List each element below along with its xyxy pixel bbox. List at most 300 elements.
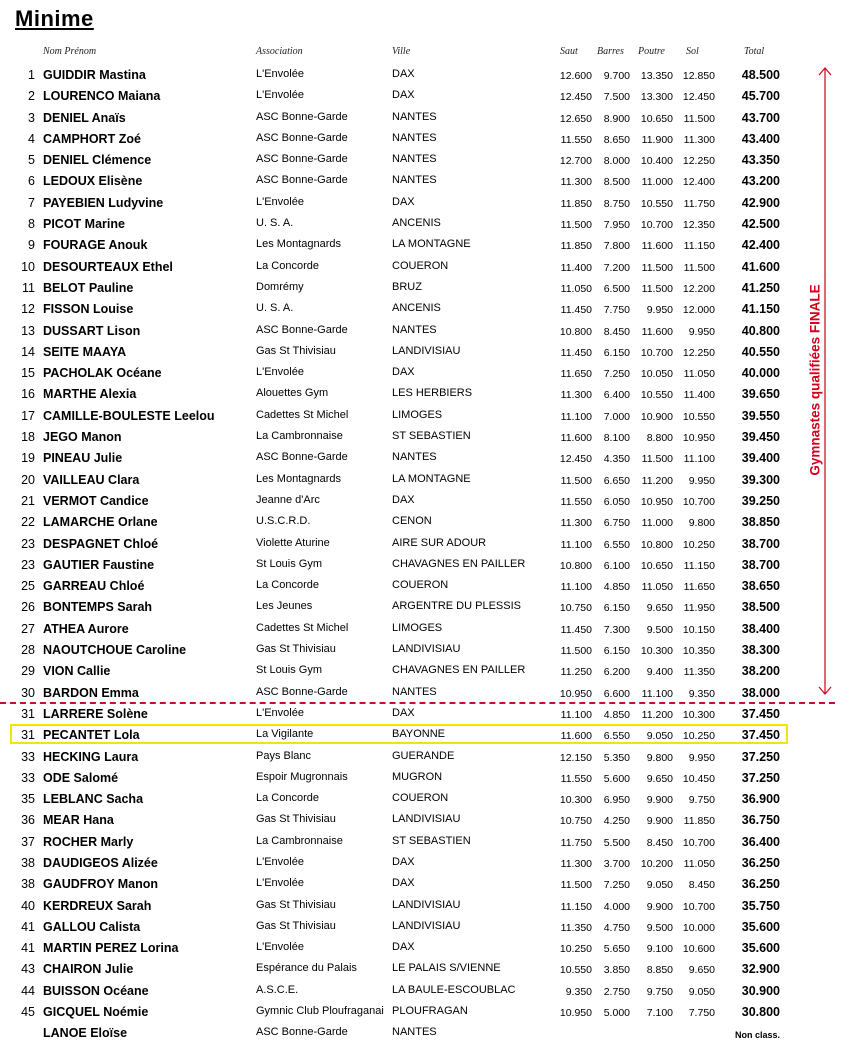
poutre-score: 9.650 [646,772,673,785]
poutre-score: 10.650 [640,559,673,572]
total-score: 38.700 [741,557,780,572]
rank-cell: 38 [21,877,35,892]
barres-score: 4.850 [603,708,630,721]
city-cell: NANTES [392,1026,437,1039]
city-cell: LA MONTAGNE [392,238,471,251]
rank-cell: 40 [21,898,35,913]
name-cell: PAYEBIEN Ludyvine [43,195,164,210]
sol-score: 12.400 [682,176,715,189]
sol-score: 9.750 [688,794,715,807]
club-cell: Gas St Thivisiau [256,898,336,911]
sol-score: 10.150 [682,623,715,636]
city-cell: DAX [392,366,415,379]
total-score: 35.600 [741,919,780,934]
saut-score: 11.050 [560,282,592,295]
sol-score: 9.950 [688,474,715,487]
name-cell: GAUTIER Faustine [43,557,155,572]
total-score: 36.400 [741,834,780,849]
name-cell: LEDOUX Elisène [43,174,143,189]
total-score: 38.400 [741,621,780,636]
total-score: 39.650 [741,387,780,402]
total-score: 37.250 [741,749,780,764]
barres-score: 2.750 [603,985,630,998]
saut-score: 11.600 [560,730,592,743]
total-score: 32.900 [741,962,780,977]
results-table [0,64,800,1044]
club-cell: Les Montagnards [256,472,341,485]
saut-score: 10.800 [559,559,592,572]
rank-cell: 44 [21,983,35,998]
barres-score: 5.600 [603,772,630,785]
sol-score: 10.600 [682,943,715,956]
table-row [0,64,800,85]
city-cell: ST SEBASTIEN [392,834,471,847]
rank-cell: 3 [28,110,35,125]
table-row [0,788,800,809]
qualification-divider [0,702,835,704]
barres-score: 4.250 [603,815,630,828]
city-cell: COUERON [392,579,449,592]
rank-cell: 2 [28,89,35,104]
name-cell: CAMPHORT Zoé [43,131,141,146]
total-score: 36.900 [741,792,780,807]
name-cell: GALLOU Calista [43,919,141,934]
saut-score: 11.300 [560,389,592,402]
club-cell: St Louis Gym [256,557,323,570]
rank-cell: 30 [21,685,35,700]
saut-score: 11.300 [560,176,592,189]
rank-cell: 41 [21,941,35,956]
sol-score: 9.050 [688,985,715,998]
club-cell: Les Montagnards [256,238,341,251]
table-row [0,341,800,362]
name-cell: DENIEL Anaïs [43,110,126,125]
club-cell: La Vigilante [256,728,314,741]
name-cell: BONTEMPS Sarah [43,600,153,615]
name-cell: PINEAU Julie [43,451,123,466]
sol-score: 12.350 [682,219,715,232]
club-cell: ASC Bonne-Garde [256,174,348,187]
club-cell: La Cambronnaise [256,834,343,847]
rank-cell: 14 [21,344,35,359]
club-cell: ASC Bonne-Garde [256,153,348,166]
city-cell: DAX [392,195,415,208]
poutre-score: 11.500 [641,261,673,274]
barres-score: 7.750 [603,304,630,317]
barres-score: 6.150 [603,645,630,658]
rank-cell: 31 [21,728,35,743]
table-row [0,852,800,873]
city-cell: LES HERBIERS [392,387,473,400]
club-cell: U. S. A. [256,217,294,230]
name-cell: MARTHE Alexia [43,387,137,402]
club-cell: La Concorde [256,579,319,592]
sol-score: 10.550 [682,410,715,423]
table-row [0,767,800,788]
name-cell: DENIEL Clémence [43,153,152,168]
poutre-score: 9.500 [646,921,673,934]
sol-score: 12.200 [682,282,715,295]
poutre-score: 10.800 [640,538,673,551]
club-cell: Gas St Thivisiau [256,344,336,357]
barres-score: 6.950 [603,794,630,807]
sol-score: 11.650 [683,581,715,594]
city-cell: LA MONTAGNE [392,472,471,485]
rank-cell: 17 [21,408,35,423]
barres-score: 7.950 [603,219,630,232]
barres-score: 8.500 [603,176,630,189]
table-row [0,234,800,255]
rank-cell: 28 [21,643,35,658]
city-cell: CHAVAGNES EN PAILLER [392,557,526,570]
club-cell: Cadettes St Michel [256,408,349,421]
table-row [0,362,800,383]
rank-cell: 29 [21,664,35,679]
city-cell: DAX [392,68,415,80]
total-score: 38.700 [741,536,780,551]
barres-score: 6.500 [603,282,630,295]
rank-cell: 27 [21,621,35,636]
saut-score: 10.300 [559,794,592,807]
total-score: 37.450 [741,728,780,743]
poutre-score: 9.050 [646,879,673,892]
poutre-score: 7.100 [646,1007,673,1020]
total-score: 39.300 [741,472,780,487]
name-cell: SEITE MAAYA [43,344,127,359]
city-cell: CHAVAGNES EN PAILLER [392,664,526,677]
poutre-score: 9.500 [646,623,673,636]
table-row [0,703,800,724]
name-cell: NAOUTCHOUE Caroline [43,643,187,658]
saut-score: 11.250 [560,666,592,679]
saut-score: 11.850 [560,197,592,210]
rank-cell: 22 [21,515,35,530]
name-cell: LANOE Eloïse [43,1026,128,1041]
total-score: 40.800 [741,323,780,338]
club-cell: ASC Bonne-Garde [256,110,348,123]
saut-score: 11.850 [560,240,592,253]
city-cell: BRUZ [392,280,422,293]
poutre-score: 11.500 [641,453,673,466]
sol-score: 7.750 [688,1007,715,1020]
sol-score: 9.650 [688,964,715,977]
club-cell: ASC Bonne-Garde [256,1026,348,1039]
total-score: 48.500 [741,68,780,82]
barres-score: 4.750 [603,921,630,934]
sol-score: 10.300 [682,708,715,721]
barres-score: 7.300 [603,623,630,636]
sol-score: 10.950 [682,432,715,445]
city-cell: NANTES [392,323,437,336]
sol-score: 12.450 [682,91,715,104]
poutre-score: 9.900 [646,815,673,828]
table-row [0,192,800,213]
poutre-score: 10.900 [640,410,673,423]
name-cell: FISSON Louise [43,302,134,317]
total-score: 37.450 [741,706,780,721]
total-score: 43.700 [741,110,780,125]
rank-cell: 7 [28,195,35,210]
poutre-score: 9.650 [646,602,673,615]
poutre-score: 11.100 [641,687,673,700]
total-score: 43.400 [741,131,780,146]
rank-cell: 26 [21,600,35,615]
total-score: 38.000 [741,685,780,700]
city-cell: LE PALAIS S/VIENNE [392,962,501,975]
name-cell: VION Callie [43,664,111,679]
total-score: 39.550 [741,408,780,423]
rank-cell: 15 [21,366,35,381]
barres-score: 7.250 [603,879,630,892]
club-cell: ASC Bonne-Garde [256,131,348,144]
city-cell: NANTES [392,110,437,123]
club-cell: Espérance du Palais [256,962,357,975]
club-cell: L'Envolée [256,68,304,80]
barres-score: 6.200 [603,666,630,679]
name-cell: LOURENCO Maiana [43,89,161,104]
saut-score: 12.450 [559,91,592,104]
table-row [0,511,800,532]
barres-score: 8.100 [603,432,630,445]
name-cell: GICQUEL Noémie [43,1005,149,1020]
poutre-score: 9.050 [646,730,673,743]
sol-score: 10.700 [682,836,715,849]
header-name: Nom Prénom [43,46,97,57]
name-cell: MEAR Hana [43,813,114,828]
barres-score: 3.850 [603,964,630,977]
sol-score: 11.100 [683,453,715,466]
name-cell: LEBLANC Sacha [43,792,144,807]
total-score: 38.300 [741,643,780,658]
sol-score: 11.950 [683,602,715,615]
name-cell: GARREAU Chloé [43,579,145,594]
total-score: 38.200 [741,664,780,679]
saut-score: 11.600 [560,432,592,445]
rank-cell: 20 [21,472,35,487]
barres-score: 5.650 [603,943,630,956]
name-cell: DESPAGNET Chloé [43,536,159,551]
barres-score: 9.700 [603,70,630,82]
header-city: Ville [392,46,411,57]
barres-score: 8.450 [603,325,630,338]
rank-cell: 36 [21,813,35,828]
sol-score: 11.050 [683,857,715,870]
city-cell: COUERON [392,259,449,272]
sol-score: 10.700 [682,495,715,508]
name-cell: JEGO Manon [43,430,122,445]
name-cell: DESOURTEAUX Ethel [43,259,173,274]
saut-score: 11.500 [560,879,592,892]
name-cell: GUIDDIR Mastina [43,68,146,82]
header-barres: Barres [597,46,624,57]
rank-cell: 33 [21,749,35,764]
city-cell: ANCENIS [392,217,441,230]
saut-score: 10.750 [559,602,592,615]
total-score: 43.350 [741,153,780,168]
saut-score: 10.950 [559,1007,592,1020]
table-row [0,490,800,511]
table-row [0,107,800,128]
poutre-score: 9.400 [646,666,673,679]
poutre-score: 9.950 [646,304,673,317]
total-score: 39.450 [741,430,780,445]
total-score: 43.200 [741,174,780,189]
saut-score: 11.350 [560,921,592,934]
total-score: 37.250 [741,770,780,785]
club-cell: Espoir Mugronnais [256,770,348,783]
sol-score: 10.350 [682,645,715,658]
poutre-score: 10.300 [640,645,673,658]
saut-score: 12.700 [559,155,592,168]
header-total: Total [744,46,765,57]
table-row [0,809,800,830]
total-score: 39.400 [741,451,780,466]
city-cell: DAX [392,941,415,954]
sol-score: 11.500 [683,261,715,274]
poutre-score: 10.950 [640,495,673,508]
rank-cell: 5 [28,153,35,168]
club-cell: Gas St Thivisiau [256,919,336,932]
sol-score: 10.250 [682,538,715,551]
barres-score: 8.750 [603,197,630,210]
name-cell: ROCHER Marly [43,834,134,849]
saut-score: 10.950 [559,687,592,700]
city-cell: DAX [392,855,415,868]
sol-score: 11.500 [683,112,715,125]
rank-cell: 33 [21,770,35,785]
table-row [0,873,800,894]
barres-score: 6.400 [603,389,630,402]
city-cell: LANDIVISIAU [392,813,461,826]
barres-score: 6.550 [603,538,630,551]
club-cell: La Concorde [256,792,319,805]
poutre-score: 11.200 [641,708,673,721]
rank-cell: 10 [21,259,35,274]
table-row [0,895,800,916]
table-row [0,383,800,404]
barres-score: 6.750 [603,517,630,530]
poutre-score: 11.600 [641,325,673,338]
saut-score: 11.100 [560,538,592,551]
saut-score: 11.550 [560,495,592,508]
rank-cell: 6 [28,174,35,189]
sol-score: 10.000 [682,921,715,934]
poutre-score: 10.700 [640,219,673,232]
city-cell: NANTES [392,685,437,698]
city-cell: DAX [392,493,415,506]
name-cell: HECKING Laura [43,749,139,764]
rank-cell: 13 [21,323,35,338]
club-cell: U.S.C.R.D. [256,515,311,528]
name-cell: LAMARCHE Orlane [43,515,158,530]
rank-cell: 41 [21,919,35,934]
barres-score: 4.350 [603,453,630,466]
barres-score: 7.200 [603,261,630,274]
club-cell: Gas St Thivisiau [256,643,336,656]
sol-score: 12.250 [682,346,715,359]
poutre-score: 10.650 [640,112,673,125]
name-cell: PACHOLAK Océane [43,366,162,381]
name-cell: CAMILLE-BOULESTE Leelou [43,408,215,423]
saut-score: 12.150 [559,751,592,764]
city-cell: GUERANDE [392,749,455,762]
name-cell: CHAIRON Julie [43,962,134,977]
city-cell: NANTES [392,153,437,166]
saut-score: 12.650 [559,112,592,125]
table-row [0,213,800,234]
sol-score: 12.850 [682,70,715,82]
poutre-score: 10.050 [640,368,673,381]
city-cell: LANDIVISIAU [392,344,461,357]
city-cell: PLOUFRAGAN [392,1005,468,1018]
saut-score: 12.600 [559,70,592,82]
city-cell: BAYONNE [392,728,445,741]
total-score: 38.500 [741,600,780,615]
table-row [0,618,800,639]
poutre-score: 10.700 [640,346,673,359]
name-cell: ATHEA Aurore [43,621,129,636]
table-row [0,533,800,554]
club-cell: L'Envolée [256,877,304,890]
poutre-score: 11.050 [641,581,673,594]
poutre-score: 8.450 [646,836,673,849]
city-cell: DAX [392,89,415,102]
rank-cell: 37 [21,834,35,849]
poutre-score: 9.900 [646,794,673,807]
poutre-score: 11.900 [641,133,673,146]
sol-score: 10.450 [682,772,715,785]
rank-cell: 12 [21,302,35,317]
rank-cell: 9 [28,238,35,253]
table-row [0,170,800,191]
city-cell: ST SEBASTIEN [392,430,471,443]
sol-score: 12.000 [682,304,715,317]
table-row [0,320,800,341]
table-row [0,128,800,149]
poutre-score: 10.550 [640,389,673,402]
saut-score: 11.100 [560,410,592,423]
rank-cell: 19 [21,451,35,466]
barres-score: 5.000 [603,1007,630,1020]
poutre-score: 9.100 [646,943,673,956]
saut-score: 11.300 [560,857,592,870]
name-cell: DAUDIGEOS Alizée [43,855,158,870]
poutre-score: 13.300 [640,91,673,104]
barres-score: 5.350 [603,751,630,764]
sol-score: 10.250 [682,730,715,743]
city-cell: LANDIVISIAU [392,643,461,656]
barres-score: 6.050 [603,495,630,508]
saut-score: 11.550 [560,133,592,146]
sol-score: 10.700 [682,900,715,913]
poutre-score: 9.800 [646,751,673,764]
total-score: 38.650 [741,579,780,594]
name-cell: GAUDFROY Manon [43,877,159,892]
table-row [0,426,800,447]
table-row [0,660,800,681]
club-cell: U. S. A. [256,302,294,315]
barres-score: 3.700 [603,857,630,870]
rank-cell: 43 [21,962,35,977]
rank-cell: 4 [28,131,35,146]
saut-score: 9.350 [565,985,592,998]
saut-score: 11.650 [560,368,592,381]
city-cell: CENON [392,515,432,528]
name-cell: DUSSART Lison [43,323,141,338]
table-row [0,682,800,703]
poutre-score: 9.750 [646,985,673,998]
page-title: Minime [15,6,94,31]
